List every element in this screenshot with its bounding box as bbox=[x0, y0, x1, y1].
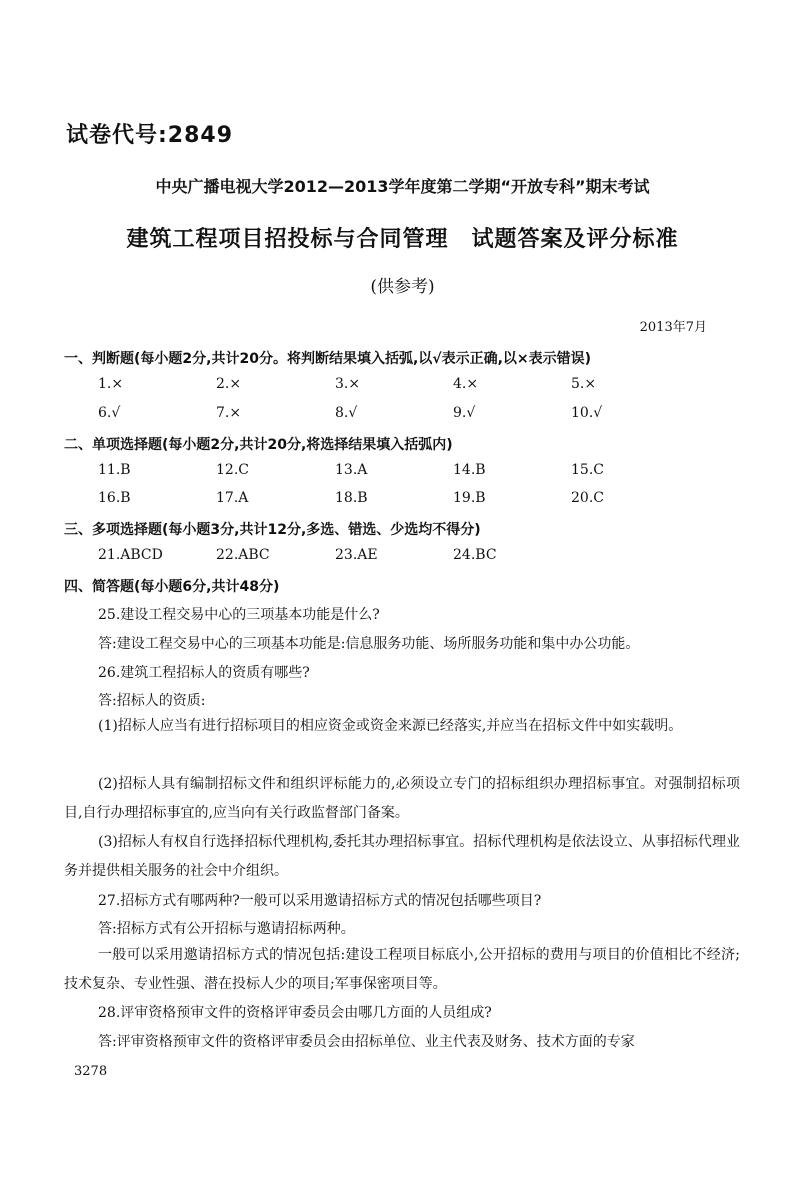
answer-26-point-1: (1)招标人应当有进行招标项目的相应资金或资金来源已经落实,并应当在招标文件中如实载明。 bbox=[98, 718, 683, 734]
answer-item: 21.ABCD bbox=[98, 547, 163, 563]
answer-item: 8.√ bbox=[335, 405, 358, 421]
answer-27-line-2: 一般可以采用邀请招标方式的情况包括:建设工程项目标底小,公开招标的费用与项目的价值相比不经济;技术复杂、专业性强、潜在投标人少的项目;军事保密项目等。 bbox=[64, 947, 740, 992]
document-title: 建筑工程项目招投标与合同管理 试题答案及评分标准 bbox=[126, 227, 679, 252]
question-25: 25.建设工程交易中心的三项基本功能是什么? bbox=[98, 607, 380, 623]
section-heading-judgment: 一、判断题(每小题2分,共计20分。将判断结果填入括弧,以√表示正确,以×表示错误) bbox=[64, 351, 592, 367]
question-26: 26.建筑工程招标人的资质有哪些? bbox=[98, 665, 310, 681]
answer-25: 答:建设工程交易中心的三项基本功能是:信息服务功能、场所服务功能和集中办公功能。 bbox=[98, 636, 640, 652]
question-27: 27.招标方式有哪两种?一般可以采用邀请招标方式的情况包括哪些项目? bbox=[98, 893, 542, 909]
answer-28: 答:评审资格预审文件的资格评审委员会由招标单位、业主代表及财务、技术方面的专家 bbox=[98, 1034, 635, 1050]
answer-row bbox=[0, 462, 805, 484]
answer-item: 4.× bbox=[453, 376, 479, 392]
answer-item: 17.A bbox=[216, 490, 249, 506]
answer-item: 22.ABC bbox=[216, 547, 270, 563]
answer-item: 3.× bbox=[335, 376, 361, 392]
section-heading-short-answer: 四、简答题(每小题6分,共计48分) bbox=[64, 579, 280, 595]
answer-item: 14.B bbox=[453, 462, 486, 478]
answer-item: 24.BC bbox=[453, 547, 497, 563]
answer-item: 1.× bbox=[98, 376, 124, 392]
answer-item: 20.C bbox=[571, 490, 604, 506]
answer-item: 2.× bbox=[216, 376, 242, 392]
question-28: 28.评审资格预审文件的资格评审委员会由哪几方面的人员组成? bbox=[98, 1005, 492, 1021]
paper-code: 试卷代号:2849 bbox=[66, 123, 234, 148]
exam-title: 中央广播电视大学2012—2013学年度第二学期“开放专科”期末考试 bbox=[155, 177, 650, 196]
answer-27-line-1: 答:招标方式有公开招标与邀请招标两种。 bbox=[98, 921, 355, 937]
answer-item: 12.C bbox=[216, 462, 249, 478]
answer-item: 15.C bbox=[571, 462, 604, 478]
answer-row bbox=[0, 490, 805, 512]
answer-item: 23.AE bbox=[335, 547, 378, 563]
answer-item: 19.B bbox=[453, 490, 486, 506]
answer-26-point-2: (2)招标人具有编制招标文件和组织评标能力的,必须设立专门的招标组织办理招标事宜。对强制招标项目,自行办理招标事宜的,应当向有关行政监督部门备案。 bbox=[64, 776, 740, 821]
answer-item: 10.√ bbox=[571, 405, 603, 421]
answer-item: 13.A bbox=[335, 462, 368, 478]
answer-item: 5.× bbox=[571, 376, 597, 392]
answer-row bbox=[0, 405, 805, 427]
section-heading-multiple-choice: 三、多项选择题(每小题3分,共计12分,多选、错选、少选均不得分) bbox=[64, 522, 481, 538]
answer-26-point-3: (3)招标人有权自行选择招标代理机构,委托其办理招标事宜。招标代理机构是依法设立、从事招标代理业务并提供相关服务的社会中介组织。 bbox=[64, 834, 740, 879]
answer-item: 11.B bbox=[98, 462, 131, 478]
section-heading-single-choice: 二、单项选择题(每小题2分,共计20分,将选择结果填入括弧内) bbox=[64, 437, 453, 453]
exam-date: 2013年7月 bbox=[639, 320, 707, 335]
answer-item: 9.√ bbox=[453, 405, 476, 421]
page-number: 3278 bbox=[74, 1064, 108, 1079]
answer-item: 16.B bbox=[98, 490, 131, 506]
answer-item: 7.× bbox=[216, 405, 242, 421]
answer-row bbox=[0, 376, 805, 398]
answer-item: 6.√ bbox=[98, 405, 121, 421]
reference-note: (供参考) bbox=[370, 277, 435, 297]
answer-item: 18.B bbox=[335, 490, 368, 506]
answer-26-intro: 答:招标人的资质: bbox=[98, 693, 206, 709]
answer-row bbox=[0, 547, 805, 569]
